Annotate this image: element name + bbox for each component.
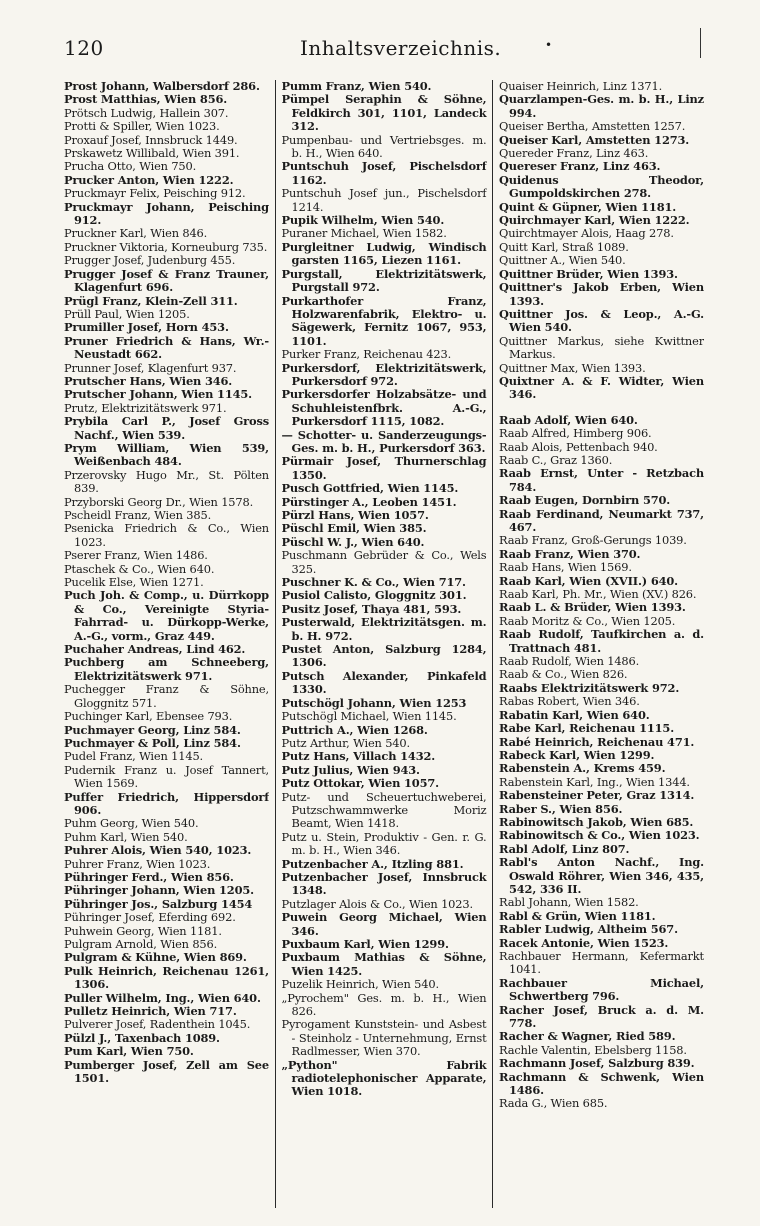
- index-entry: Puxbaum Mathias & Söhne, Wien 1425.: [281, 950, 487, 978]
- index-entry: Puraner Michael, Wien 1582.: [281, 226, 447, 241]
- index-entry: Rada G., Wien 685.: [499, 1096, 608, 1111]
- index-entry: Pusiol Calisto, Gloggnitz 301.: [281, 588, 467, 603]
- index-entry: Puchberg am Schneeberg, Elektrizitätswerk 971.: [64, 655, 269, 683]
- index-entry: Puchinger Karl, Ebensee 793.: [64, 709, 233, 724]
- index-entry: Quixtner A. & F. Widter, Wien 346.: [499, 373, 704, 402]
- index-entry: Pum Karl, Wien 750.: [64, 1044, 194, 1059]
- index-entry: Quitt Karl, Straß 1089.: [499, 239, 629, 254]
- index-entry: Rachbauer Michael, Schwertberg 796.: [499, 975, 704, 1004]
- index-entry: Puchmayer & Poll, Linz 584.: [64, 735, 241, 750]
- index-entry: Pudernik Franz u. Josef Tannert, Wien 1569.: [64, 762, 269, 791]
- index-entry: Prugger Josef, Judenburg 455.: [64, 253, 236, 268]
- index-entry: Rabl Adolf, Linz 807.: [499, 841, 630, 856]
- index-entry: „Python" Fabrik radiotelephonischer Apparate, Wien 1018.: [281, 1057, 487, 1099]
- index-entry: Pustet Anton, Salzburg 1284, 1306.: [281, 642, 487, 670]
- index-entry: Pumpenbau- und Vertriebsges. m. b. H., Wien 640.: [281, 132, 487, 161]
- index-entry: Puller Wilhelm, Ing., Wien 640.: [64, 990, 261, 1005]
- index-entry: Racek Antonie, Wien 1523.: [499, 935, 669, 950]
- index-entry: Purkersdorfer Holzabsätze- und Schuhleistenfbrk. A.-G., Purkersdorf 1115, 1082.: [281, 387, 487, 429]
- index-entry: Prutscher Hans, Wien 346.: [64, 373, 233, 388]
- index-entry: Pühringer Josef, Eferding 692.: [64, 910, 236, 925]
- column-divider: [492, 80, 493, 1208]
- index-entry: Rabinowitsch Jakob, Wien 685.: [499, 814, 694, 829]
- index-entry: Prskawetz Willibald, Wien 391.: [64, 146, 240, 161]
- index-entry: Raab Hans, Wien 1569.: [499, 560, 632, 575]
- index-entry: Puhwein Georg, Wien 1181.: [64, 923, 222, 938]
- index-entry: Pruner Friedrich & Hans, Wr.-Neustadt 662.: [64, 333, 269, 362]
- index-entry: Püschl Emil, Wien 385.: [281, 521, 427, 536]
- column-divider: [275, 80, 276, 1208]
- index-entry: Rabé Heinrich, Reichenau 471.: [499, 734, 695, 749]
- index-entry: Pusch Gottfried, Wien 1145.: [281, 481, 459, 496]
- index-entry: Protti & Spiller, Wien 1023.: [64, 119, 220, 134]
- index-entry: Pulk Heinrich, Reichenau 1261, 1306.: [64, 963, 269, 992]
- index-entry: Rabenstein Karl, Ing., Wien 1344.: [499, 774, 690, 789]
- index-entry: Raab Eugen, Dornbirn 570.: [499, 493, 671, 508]
- index-entry: Quint & Güpner, Wien 1181.: [499, 199, 677, 214]
- index-entry: Puchaher Andreas, Lind 462.: [64, 642, 246, 657]
- index-entry: Purgleitner Ludwig, Windisch garsten 1165, Liezen 1161.: [281, 239, 487, 268]
- index-entry: Putz u. Stein, Produktiv - Gen. r. G. m. b. H., Wien 346.: [281, 829, 487, 858]
- index-entry: Rabl's Anton Nachf., Ing. Oswald Röhrer, Wien 346, 435, 542, 336 II.: [499, 855, 704, 896]
- index-entry: Puchegger Franz & Söhne, Gloggnitz 571.: [64, 682, 269, 710]
- index-entry: Prumiller Josef, Horn 453.: [64, 320, 229, 335]
- index-entry: Quittner's Jakob Erben, Wien 1393.: [499, 280, 704, 308]
- index-entry: Raber S., Wien 856.: [499, 801, 623, 816]
- index-entry: Quittner Max, Wien 1393.: [499, 360, 646, 375]
- index-entry: Quereder Franz, Linz 463.: [499, 146, 649, 161]
- index-entry: Raab Rudolf, Wien 1486.: [499, 654, 640, 669]
- index-entry: Pucelik Else, Wien 1271.: [64, 575, 204, 590]
- index-entry: Raab C., Graz 1360.: [499, 452, 613, 467]
- index-entry: Puntschuh Josef, Pischelsdorf 1162.: [281, 159, 487, 187]
- index-entry: Rachle Valentin, Ebelsberg 1158.: [499, 1042, 687, 1057]
- index-entry: Pumm Franz, Wien 540.: [281, 80, 432, 93]
- index-entry: Raab Rudolf, Taufkirchen a. d. Trattnach 481.: [499, 627, 704, 655]
- index-entry: Puhrer Franz, Wien 1023.: [64, 856, 211, 871]
- index-entry: Puschmann Gebrüder & Co., Wels 325.: [281, 548, 487, 576]
- index-entry: Rabinowitsch & Co., Wien 1023.: [499, 828, 700, 843]
- index-entry: Prucha Otto, Wien 750.: [64, 159, 197, 174]
- index-entry: Puttrich A., Wien 1268.: [281, 722, 428, 737]
- index-entry: Pscheidl Franz, Wien 385.: [64, 508, 212, 522]
- index-entry: Queiser Karl, Amstetten 1273.: [499, 132, 690, 147]
- index-entry: Putz- und Scheuertuchweberei, Putzschwammwerke Moriz Beamt, Wien 1418.: [281, 789, 487, 831]
- index-entry: Putzenbacher Josef, Innsbruck 1348.: [281, 869, 487, 898]
- index-entry: Prost Johann, Walbersdorf 286.: [64, 80, 260, 93]
- index-entry: Püschl W. J., Wien 640.: [281, 534, 425, 549]
- index-entry: Prym William, Wien 539, Weißenbach 484.: [64, 440, 269, 469]
- index-entry: Puwein Georg Michael, Wien 346.: [281, 910, 487, 938]
- index-entry: Pulletz Heinrich, Wien 717.: [64, 1004, 237, 1019]
- index-entry: Pusterwald, Elektrizitätsgen. m. b. H. 972.: [281, 615, 487, 643]
- index-entry: Putz Arthur, Wien 540.: [281, 735, 410, 750]
- index-entry: Pümpel Seraphin & Söhne, Feldkirch 301, 1101, Landeck 312.: [281, 92, 487, 134]
- index-entry: Pruckmayr Johann, Peisching 912.: [64, 199, 269, 228]
- index-entry: Pürstinger A., Leoben 1451.: [281, 494, 457, 509]
- index-entry: Rabenstein A., Krems 459.: [499, 761, 666, 776]
- index-entry: Prüll Paul, Wien 1205.: [64, 306, 190, 321]
- page-title: Inhaltsverzeichnis.: [300, 36, 502, 60]
- index-entry: Prunner Josef, Klagenfurt 937.: [64, 360, 237, 375]
- index-entry: Quittner Brüder, Wien 1393.: [499, 266, 678, 281]
- index-entry: Pulgram & Kühne, Wien 869.: [64, 950, 247, 965]
- index-entry: Puxbaum Karl, Wien 1299.: [281, 937, 449, 951]
- index-entry: Rabatin Karl, Wien 640.: [499, 707, 650, 722]
- index-entry: Raab Moritz & Co., Wien 1205.: [499, 613, 676, 628]
- index-entry: Psenicka Friedrich & Co., Wien 1023.: [64, 521, 269, 549]
- index-entry: Quarzlampen-Ges. m. b. H., Linz 994.: [499, 92, 704, 120]
- index-entry: Rabler Ludwig, Altheim 567.: [499, 922, 678, 937]
- index-entry: Putz Hans, Villach 1432.: [281, 749, 436, 764]
- index-column-3: [499, 80, 704, 1210]
- index-entry: Quaiser Heinrich, Linz 1371.: [499, 80, 663, 93]
- index-entry: Putzlager Alois & Co., Wien 1023.: [281, 896, 473, 911]
- index-entry: Quittner A., Wien 540.: [499, 253, 626, 268]
- index-entry: Prutscher Johann, Wien 1145.: [64, 387, 252, 402]
- index-entry: Puhm Georg, Wien 540.: [64, 816, 199, 831]
- index-entry: Pürmair Josef, Thurnerschlag 1350.: [281, 454, 487, 482]
- index-entry: Raab Karl, Wien (XVII.) 640.: [499, 573, 678, 588]
- index-entry: Pülzl J., Taxenbach 1089.: [64, 1030, 220, 1045]
- index-entry: Pruckner Viktoria, Korneuburg 735.: [64, 239, 268, 254]
- print-mark: •: [545, 38, 553, 52]
- index-entry: Pühringer Ferd., Wien 856.: [64, 869, 234, 884]
- index-entry: Pudel Franz, Wien 1145.: [64, 749, 204, 764]
- index-column-2: [282, 80, 487, 1210]
- index-entry: Rabl & Grün, Wien 1181.: [499, 908, 656, 923]
- index-entry: Prügl Franz, Klein-Zell 311.: [64, 293, 238, 308]
- index-entry: Purkarthofer Franz, Holzwarenfabrik, Elektro- u. Sägewerk, Fernitz 1067, 953, 1101.: [281, 293, 487, 348]
- index-entry: Puffer Friedrich, Hippersdorf 906.: [64, 789, 269, 817]
- index-entry: Proxauf Josef, Innsbruck 1449.: [64, 132, 238, 147]
- index-entry: Raab Karl, Ph. Mr., Wien (XV.) 826.: [499, 587, 697, 602]
- index-entry: Raab Franz, Groß-Gerungs 1039.: [499, 533, 687, 548]
- index-entry: Quereser Franz, Linz 463.: [499, 159, 661, 174]
- index-entry: Pumberger Josef, Zell am See 1501.: [64, 1057, 269, 1086]
- index-entry: Pyrogament Kunststein- und Asbest - Steinholz - Unternehmung, Ernst Radlmesser, Wien 370.: [281, 1017, 487, 1059]
- index-entry: Puchmayer Georg, Linz 584.: [64, 722, 241, 737]
- index-entry: Pulgram Arnold, Wien 856.: [64, 937, 218, 951]
- index-entry: Pruckmayr Felix, Peisching 912.: [64, 186, 246, 201]
- index-entry: Puschner K. & Co., Wien 717.: [281, 575, 466, 590]
- index-entry: Putschögl Johann, Wien 1253: [281, 695, 467, 710]
- index-entry: Raab Ernst, Unter - Retzbach 784.: [499, 466, 704, 494]
- index-entry: Purkersdorf, Elektrizitätswerk, Purkersdorf 972.: [281, 360, 487, 388]
- index-entry: Quittner Jos. & Leop., A.-G. Wien 540.: [499, 306, 704, 335]
- margin-rule: [700, 28, 701, 58]
- index-entry: Raab & Co., Wien 826.: [499, 667, 628, 682]
- index-entry: Putz Ottokar, Wien 1057.: [281, 776, 439, 791]
- index-entry: Raab Alois, Pettenbach 940.: [499, 439, 658, 454]
- index-entry: Rabe Karl, Reichenau 1115.: [499, 721, 675, 736]
- index-entry: Prötsch Ludwig, Hallein 307.: [64, 105, 229, 120]
- index-entry: Raab Ferdinand, Neumarkt 737, 467.: [499, 506, 704, 534]
- index-entry: Quirchmayer Karl, Wien 1222.: [499, 213, 690, 228]
- index-entry: „Pyrochem" Ges. m. b. H., Wien 826.: [281, 990, 487, 1019]
- page-number: 120: [64, 36, 104, 60]
- index-entry: Pulverer Josef, Radenthein 1045.: [64, 1017, 251, 1032]
- index-entry: Prugger Josef & Franz Trauner, Klagenfurt 696.: [64, 266, 269, 295]
- page-header: [0, 36, 760, 66]
- index-entry: Raabs Elektrizitätswerk 972.: [499, 680, 680, 695]
- index-entry: Przyborski Georg Dr., Wien 1578.: [64, 494, 254, 509]
- index-entry: Puhm Karl, Wien 540.: [64, 829, 188, 844]
- index-columns: [64, 80, 704, 1210]
- index-entry: Pserer Franz, Wien 1486.: [64, 548, 208, 563]
- index-entry: Prucker Anton, Wien 1222.: [64, 172, 234, 187]
- index-entry: Rabensteiner Peter, Graz 1314.: [499, 788, 695, 803]
- index-entry: Ptaschek & Co., Wien 640.: [64, 561, 215, 576]
- index-entry: Putz Julius, Wien 943.: [281, 762, 420, 777]
- index-entry: Puzelik Heinrich, Wien 540.: [281, 977, 439, 992]
- index-entry: Rachmann Josef, Salzburg 839.: [499, 1056, 695, 1071]
- index-entry: Prost Matthias, Wien 856.: [64, 92, 228, 107]
- index-column-1: [64, 80, 269, 1210]
- index-entry: — Schotter- u. Sanderzeugungs-Ges. m. b. H., Purkersdorf 363.: [281, 427, 487, 455]
- index-entry: Pruckner Karl, Wien 846.: [64, 226, 208, 241]
- index-entry: Raab Adolf, Wien 640.: [499, 412, 638, 427]
- index-entry: Purgstall, Elektrizitätswerk, Purgstall 972.: [281, 266, 487, 295]
- index-entry: Przerovsky Hugo Mr., St. Pölten 839.: [64, 467, 269, 496]
- index-entry: Puntschuh Josef jun., Pischelsdorf 1214.: [281, 186, 487, 214]
- index-entry: Quittner Markus, siehe Kwittner Markus.: [499, 333, 704, 362]
- index-entry: Rabeck Karl, Wien 1299.: [499, 747, 655, 762]
- index-entry: Pusitz Josef, Thaya 481, 593.: [281, 601, 462, 616]
- index-entry: Putsch Alexander, Pinkafeld 1330.: [281, 668, 487, 697]
- index-entry: Puch Joh. & Comp., u. Dürrkopp & Co., Vereinigte Styria-Fahrrad- u. Dürkopp-Werke, A.-G., vorm., Graz 449.: [64, 588, 269, 643]
- index-entry: Puhrer Alois, Wien 540, 1023.: [64, 843, 252, 858]
- index-entry: Rabas Robert, Wien 346.: [499, 694, 640, 709]
- index-entry: Prybila Carl P., Josef Gross Nachf., Wien 539.: [64, 414, 269, 442]
- section-gap: [499, 402, 704, 414]
- index-entry: Rachmann & Schwenk, Wien 1486.: [499, 1069, 704, 1098]
- index-entry: Pupik Wilhelm, Wien 540.: [281, 213, 445, 228]
- index-entry: Queiser Bertha, Amstetten 1257.: [499, 119, 686, 134]
- index-entry: Racher & Wagner, Ried 589.: [499, 1029, 676, 1044]
- index-entry: Putschögl Michael, Wien 1145.: [281, 709, 457, 724]
- index-entry: Pürzl Hans, Wien 1057.: [281, 508, 429, 522]
- index-entry: Quidenus Theodor, Gumpoldskirchen 278.: [499, 172, 704, 201]
- index-entry: Raab L. & Brüder, Wien 1393.: [499, 600, 686, 615]
- index-entry: Prutz, Elektrizitätswerk 971.: [64, 400, 227, 415]
- index-entry: Rachbauer Hermann, Kefermarkt 1041.: [499, 949, 704, 977]
- index-entry: Purker Franz, Reichenau 423.: [281, 347, 452, 362]
- index-entry: Pühringer Jos., Salzburg 1454: [64, 896, 253, 911]
- index-entry: Pühringer Johann, Wien 1205.: [64, 883, 254, 898]
- index-entry: Racher Josef, Bruck a. d. M. 778.: [499, 1002, 704, 1031]
- index-entry: Putzenbacher A., Itzling 881.: [281, 856, 464, 871]
- index-entry: Raab Franz, Wien 370.: [499, 546, 641, 561]
- index-entry: Rabl Johann, Wien 1582.: [499, 895, 639, 910]
- index-entry: Raab Alfred, Himberg 906.: [499, 426, 652, 441]
- index-entry: Quirchtmayer Alois, Haag 278.: [499, 226, 674, 241]
